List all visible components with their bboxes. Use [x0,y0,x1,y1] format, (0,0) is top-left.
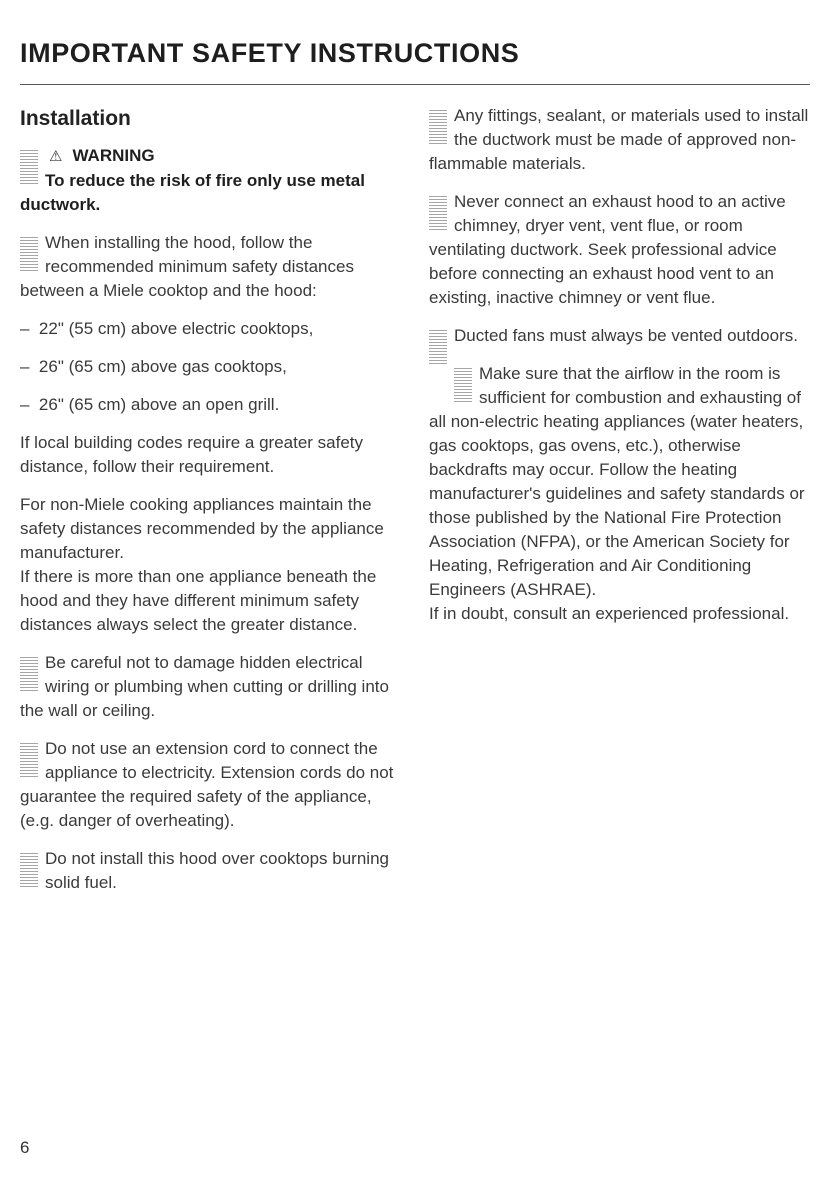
hatched-square-icon [429,194,447,230]
paragraph-text: Be careful not to damage hidden electrical wiring or plumbing when cutting or drilling into the wall or ceiling. [20,653,389,720]
list-item: – 26" (65 cm) above an open grill. [20,395,280,414]
hatched-square-icon [20,235,38,271]
hatched-square-icon [20,655,38,691]
header-divider [20,84,810,85]
instruction-paragraph [20,847,402,895]
list-item-text: 22" (55 cm) above electric cooktops, [38,319,314,338]
right-column [429,104,811,640]
hatched-square-icon [20,851,38,887]
hatched-square-icon [20,148,38,184]
left-column [20,104,402,909]
paragraph-text: Any fittings, sealant, or materials used to install the ductwork must be made of approved non-flammable materials. [429,106,809,173]
instruction-paragraph [429,362,811,602]
paragraph-text: For non-Miele cooking appliances maintain the safety distances recommended by the appliance manufacturer. [20,495,384,562]
paragraph-text: Ducted fans must always be vented outdoors. [454,326,798,345]
list-item-text: 26" (65 cm) above gas cooktops, [38,357,287,376]
warning-block [20,144,402,217]
instruction-paragraph [20,231,402,303]
hatched-square-icon [429,108,447,144]
list-item: – 26" (65 cm) above gas cooktops, [20,357,287,376]
instruction-paragraph [20,737,402,833]
hatched-square-icon [20,741,38,777]
paragraph-text: Do not install this hood over cooktops burning solid fuel. [45,849,389,892]
paragraph-text: If local building codes require a greater safety distance, follow their requirement. [20,433,364,476]
hatched-square-icon [454,366,472,402]
instruction-paragraph [20,651,402,723]
paragraph-text: If there is more than one appliance beneath the hood and they have different minimum safety distances always select the greater distance. [20,567,377,634]
hatched-square-icon [429,328,447,364]
warning-text: To reduce the risk of fire only use metal ductwork. [20,171,365,214]
page-title: IMPORTANT SAFETY INSTRUCTIONS [20,38,520,68]
paragraph-text: If in doubt, consult an experienced professional. [429,604,790,623]
paragraph-text: Do not use an extension cord to connect the appliance to electricity. Extension cords do not guarantee the required safety of the appliance, (e.g. danger of overheating). [20,739,394,830]
list-item: – 22" (55 cm) above electric cooktops, [20,319,314,338]
paragraph-text: Make sure that the airflow in the room is sufficient for combustion and exhausting of all non-electric heating appliances (water heaters, gas cooktops, gas ovens, etc.), otherwise backdrafts may occur. Follow the heating manufacturer's guidelines and safety standards or those published by the National Fire Protection Association (NFPA), or the American Society for Heating, Refrigeration and Air Conditioning Engineers (ASHRAE). [429,364,805,599]
paragraph-text: When installing the hood, follow the recommended minimum safety distances between a Miele cooktop and the hood: [20,233,354,300]
instruction-paragraph [429,190,811,310]
list-item-text: 26" (65 cm) above an open grill. [38,395,280,414]
instruction-paragraph [429,324,811,348]
warning-triangle-icon: ⚠ [49,148,63,165]
paragraph-text: Never connect an exhaust hood to an active chimney, dryer vent, vent flue, or room ventilating ductwork. Seek professional advice before connecting an exhaust hood vent to an existing, inactive chimney or vent flue. [429,192,786,307]
warning-title: WARNING [72,146,155,165]
section-heading-installation: Installation [20,107,131,130]
page-number: 6 [20,1138,30,1157]
instruction-paragraph [429,104,811,176]
